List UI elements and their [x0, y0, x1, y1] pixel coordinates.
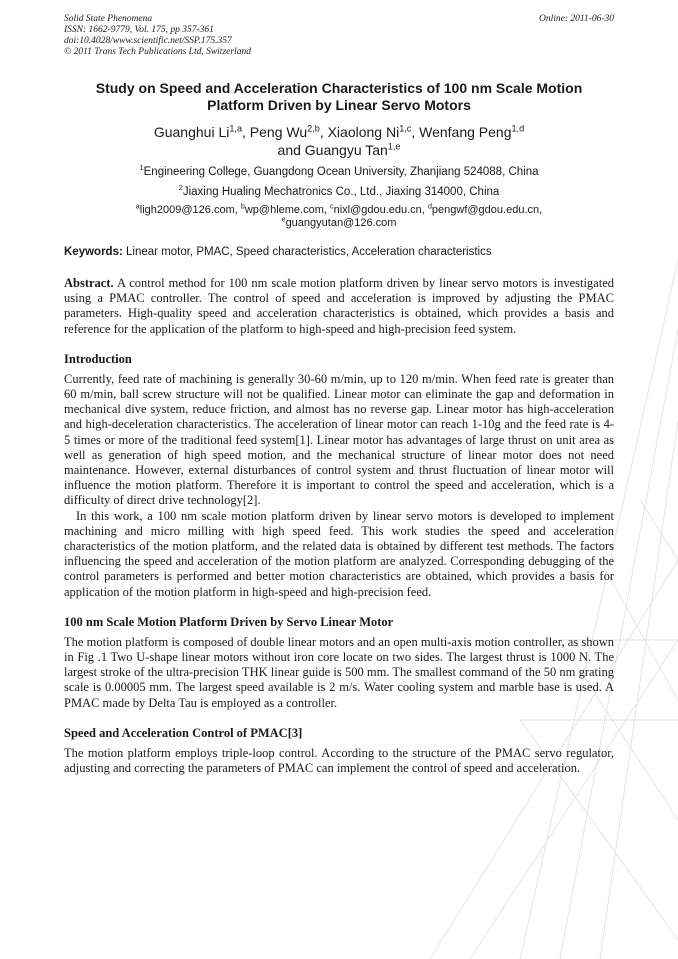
online-date: Online: 2011-06-30 — [538, 14, 614, 24]
author-sup: 1,e — [387, 141, 401, 152]
paragraph: In this work, a 100 nm scale motion platform driven by linear servo motors is developed to implement machining and micro milling with high speed feed. This work studies the speed and acceleration characteristics of the motion platform, and the related data is obtained by different test methods. The factors influencing the speed and acceleration of the motion platform are analyzed. Corresponding debugging of the control parameters is performed and better motion characteristics are obtained, which provides a basis for application of the motion platform in high-speed and high-precision feed. — [64, 508, 614, 599]
email-link[interactable]: pengwf@gdou.edu.cn — [431, 204, 540, 216]
author-name: Guanghui Li — [153, 124, 230, 140]
email-line-2: $^e$guangyutan@126.com — [281, 215, 397, 229]
author-sup: 1,d — [511, 123, 525, 134]
doi-line: doi:10.4028/www.scientific.net/SSP.175.357 — [64, 36, 232, 46]
author-line-2 — [64, 141, 614, 159]
paragraph: The motion platform employs triple-loop control. According to the structure of the PMAC servo regulator, adjusting and correcting the parameters of PMAC can implement the control of speed and acceleration. — [64, 745, 614, 776]
paper-title — [64, 80, 614, 114]
keywords-label: Keywords: — [64, 246, 123, 258]
section-heading-platform: 100 nm Scale Motion Platform Driven by Servo Linear Motor — [64, 614, 394, 629]
author-list — [64, 123, 614, 159]
abstract-text: A control method for 100 nm scale motion platform driven by linear servo motors is investigated using a PMAC controller. The control of speed and acceleration is improved by adjusting the PMAC parameters. High-quality speed and acceleration characteristics is obtained, which provides a basis and reference for the application of the platform to high-speed and high-precision feed system. — [64, 276, 615, 336]
author-sup: 1,a — [229, 123, 243, 134]
author-emails — [64, 204, 614, 230]
email-link[interactable]: guangyutan@126.com — [285, 217, 397, 229]
title-line-2: Platform Driven by Linear Servo Motors — [207, 97, 471, 113]
paragraph: Currently, feed rate of machining is generally 30-60 m/min, up to 120 m/min. When feed rate is greater than 60 m/min, ball screw structure will not be qualified. Linear motor can eliminate the gap and deformation in mechanical dive system, reduce friction, and almost has no reverse gap. Linear motor has high-acceleration and high-deceleration characteristics. The acceleration of linear motor can reach 1-10g and the feed rate is 4-5 times or more of the traditional feed system[1]. Linear motor has advantages of large thrust on unit area as well as generation of high speed motion, and the mechanical structure of linear motor does not need maintenance. However, external disturbances of control system and thrust fluctuation of linear motor will influence the motion platform. Therefore it is important to control the speed and acceleration, which is a difficulty of direct drive technology[2]. — [64, 371, 614, 508]
copyright-line: © 2011 Trans Tech Publications Ltd, Switzerland — [64, 47, 251, 57]
paper-page — [64, 14, 614, 776]
affiliation-2: $^2$Jiaxing Hualing Mechatronics Co., Ltd., Jiaxing 314000, China — [178, 183, 500, 198]
keywords-text: Linear motor, PMAC, Speed characteristics, Acceleration characteristics — [126, 246, 492, 258]
author-name: Xiaolong Ni — [327, 124, 400, 140]
email-link[interactable]: ligh2009@126.com — [139, 204, 235, 216]
issn-line: ISSN: 1662-9779, Vol. 175, pp 357-361 — [64, 25, 214, 35]
section-heading-pmac-control: Speed and Acceleration Control of PMAC[3] — [64, 725, 303, 740]
abstract — [64, 276, 614, 337]
author-name: Wenfang Peng — [419, 124, 512, 140]
author-name: and Guangyu Tan — [277, 142, 388, 158]
email-link[interactable]: wp@hleme.com — [244, 204, 324, 216]
author-name: Peng Wu — [249, 124, 308, 140]
affiliation-1: $^1$Engineering College, Guangdong Ocean University, Zhanjiang 524088, China — [139, 163, 539, 178]
keywords — [64, 245, 614, 259]
paragraph: The motion platform is composed of double linear motors and an open multi-axis motion controller, as shown in Fig .1 Two U-shape linear motors without iron core locate on two sides. The largest thrust is 1000 N. The largest stroke of the ultra-precision THK linear guide is 500 mm. The smallest command of the 50 nm grating scale is 0.00005 mm. The largest speed available is 2 m/s. Water cooling system and marble base is used. A PMAC made by Delta Tau is employed as a controller. — [64, 634, 614, 710]
section-heading-introduction: Introduction — [64, 351, 132, 366]
email-link[interactable]: nixl@gdou.edu.cn — [333, 204, 422, 216]
author-sup: 1,c — [399, 123, 412, 134]
email-line-1: $^a$ligh2009@126.com, $^b$wp@hleme.com, $^c$nixl@gdou.edu.cn, $^d$pengwf@gdou.edu.cn, — [135, 202, 543, 216]
journal-name: Solid State Phenomena — [64, 14, 153, 24]
author-sup: 2,b — [307, 123, 320, 134]
author-line-1: Guanghui Li$^{1,a}$, Peng Wu$^{2,b}$, Xiaolong Ni$^{1,c}$, Wenfang Peng$^{1,d}$ — [153, 123, 525, 140]
journal-header — [64, 14, 614, 58]
abstract-label: Abstract. — [64, 276, 114, 290]
title-line-1: Study on Speed and Acceleration Characteristics of 100 nm Scale Motion — [95, 80, 583, 96]
